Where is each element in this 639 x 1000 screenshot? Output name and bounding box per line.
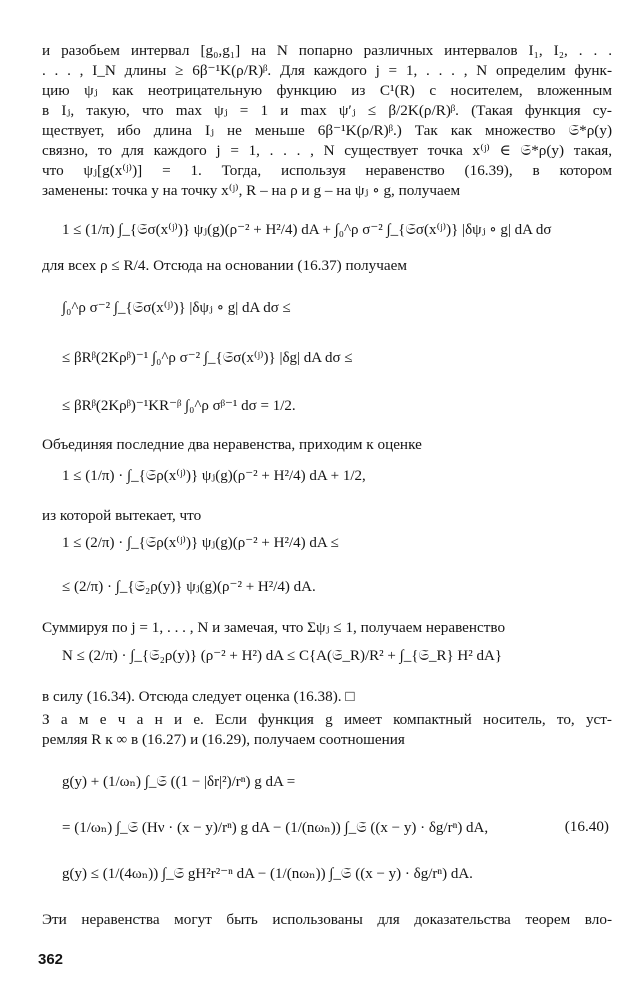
text-line: заменены: точка y на точку x⁽ʲ⁾, R – на ρ и g – на ψⱼ ∘ g, получаем — [42, 182, 461, 199]
page-number: 362 — [38, 951, 64, 968]
text-line: Объединяя последние два неравенства, приходим к оценке — [42, 436, 422, 453]
text-line: ремляя R к ∞ в (16.27) и (16.29), получаем соотношения — [42, 731, 405, 748]
text-line: цию ψⱼ как неотрицательную функцию из C¹(R) с носителем, вложенным — [42, 82, 612, 99]
equation-e5: 1 ≤ (1/π) · ∫_{𝔖ρ(x⁽ʲ⁾)} ψⱼ(g)(ρ⁻² + H²/4) dA + 1/2, — [62, 468, 366, 484]
text-line: и разобьем интервал [g₀,g₁] на N попарно различных интервалов I₁, I₂, . . . — [42, 42, 612, 59]
text-line: из которой вытекает, что — [42, 507, 202, 524]
equation-e3: ≤ βRᵝ(2Kρᵝ)⁻¹ ∫₀^ρ σ⁻² ∫_{𝔖σ(x⁽ʲ⁾)} |δg| dA dσ ≤ — [62, 350, 353, 366]
text-line: что ψⱼ[g(x⁽ʲ⁾)] = 1. Тогда, используя неравенство (16.39), в котором — [42, 162, 612, 179]
equation-e1: 1 ≤ (1/π) ∫_{𝔖σ(x⁽ʲ⁾)} ψⱼ(g)(ρ⁻² + H²/4) dA + ∫₀^ρ σ⁻² ∫_{𝔖σ(x⁽ʲ⁾)} |δψⱼ ∘ g| dA dσ — [62, 222, 552, 238]
text-line: в силу (16.34). Отсюда следует оценка (16.38). □ — [42, 688, 355, 705]
equation-e10: = (1/ωₙ) ∫_𝔖 (Hν · (x − y)/rⁿ) g dA − (1/(nωₙ)) ∫_𝔖 ((x − y) · δg/rⁿ) dA, — [62, 820, 489, 836]
equation-e9: g(y) + (1/ωₙ) ∫_𝔖 ((1 − |δr|²)/rⁿ) g dA = — [62, 774, 296, 790]
text-line: З а м е ч а н и е. Если функция g имеет компактный носитель, то, уст- — [42, 711, 612, 728]
text-line: . . . , I_N длины ≥ 6β⁻¹K(ρ/R)ᵝ. Для каждого j = 1, . . . , N определим функ- — [42, 62, 612, 79]
text-line: ществует, ибо длина Iⱼ не меньше 6β⁻¹K(ρ/R)ᵝ.) Так как множество 𝔖*ρ(y) — [42, 122, 612, 139]
equation-e6: 1 ≤ (2/π) · ∫_{𝔖ρ(x⁽ʲ⁾)} ψⱼ(g)(ρ⁻² + H²/4) dA ≤ — [62, 535, 339, 551]
equation-e2: ∫₀^ρ σ⁻² ∫_{𝔖σ(x⁽ʲ⁾)} |δψⱼ ∘ g| dA dσ ≤ — [62, 300, 291, 316]
equation-e7: ≤ (2/π) · ∫_{𝔖₂ρ(y)} ψⱼ(g)(ρ⁻² + H²/4) dA. — [62, 579, 316, 595]
equation-number: (16.40) — [564, 818, 609, 835]
equation-e11: g(y) ≤ (1/(4ωₙ)) ∫_𝔖 gH²r²⁻ⁿ dA − (1/(nωₙ)) ∫_𝔖 ((x − y) · δg/rⁿ) dA. — [62, 866, 473, 882]
text-line: Суммируя по j = 1, . . . , N и замечая, что Σψⱼ ≤ 1, получаем неравенство — [42, 619, 506, 636]
text-line: для всех ρ ≤ R/4. Отсюда на основании (16.37) получаем — [42, 257, 407, 274]
text-line: связно, то для каждого j = 1, . . . , N существует точка x⁽ʲ⁾ ∈ 𝔖*ρ(y) такая, — [42, 142, 612, 159]
equation-e8: N ≤ (2/π) · ∫_{𝔖₂ρ(y)} (ρ⁻² + H²) dA ≤ C{A(𝔖_R)/R² + ∫_{𝔖_R} H² dA} — [62, 648, 503, 664]
equation-e4: ≤ βRᵝ(2Kρᵝ)⁻¹KR⁻ᵝ ∫₀^ρ σᵝ⁻¹ dσ = 1/2. — [62, 398, 296, 414]
text-line: Эти неравенства могут быть использованы для доказательства теорем вло- — [42, 911, 612, 928]
text-line: в Iⱼ, такую, что max ψⱼ = 1 и max ψ′ⱼ ≤ β/2K(ρ/R)ᵝ. (Такая функция су- — [42, 102, 612, 119]
